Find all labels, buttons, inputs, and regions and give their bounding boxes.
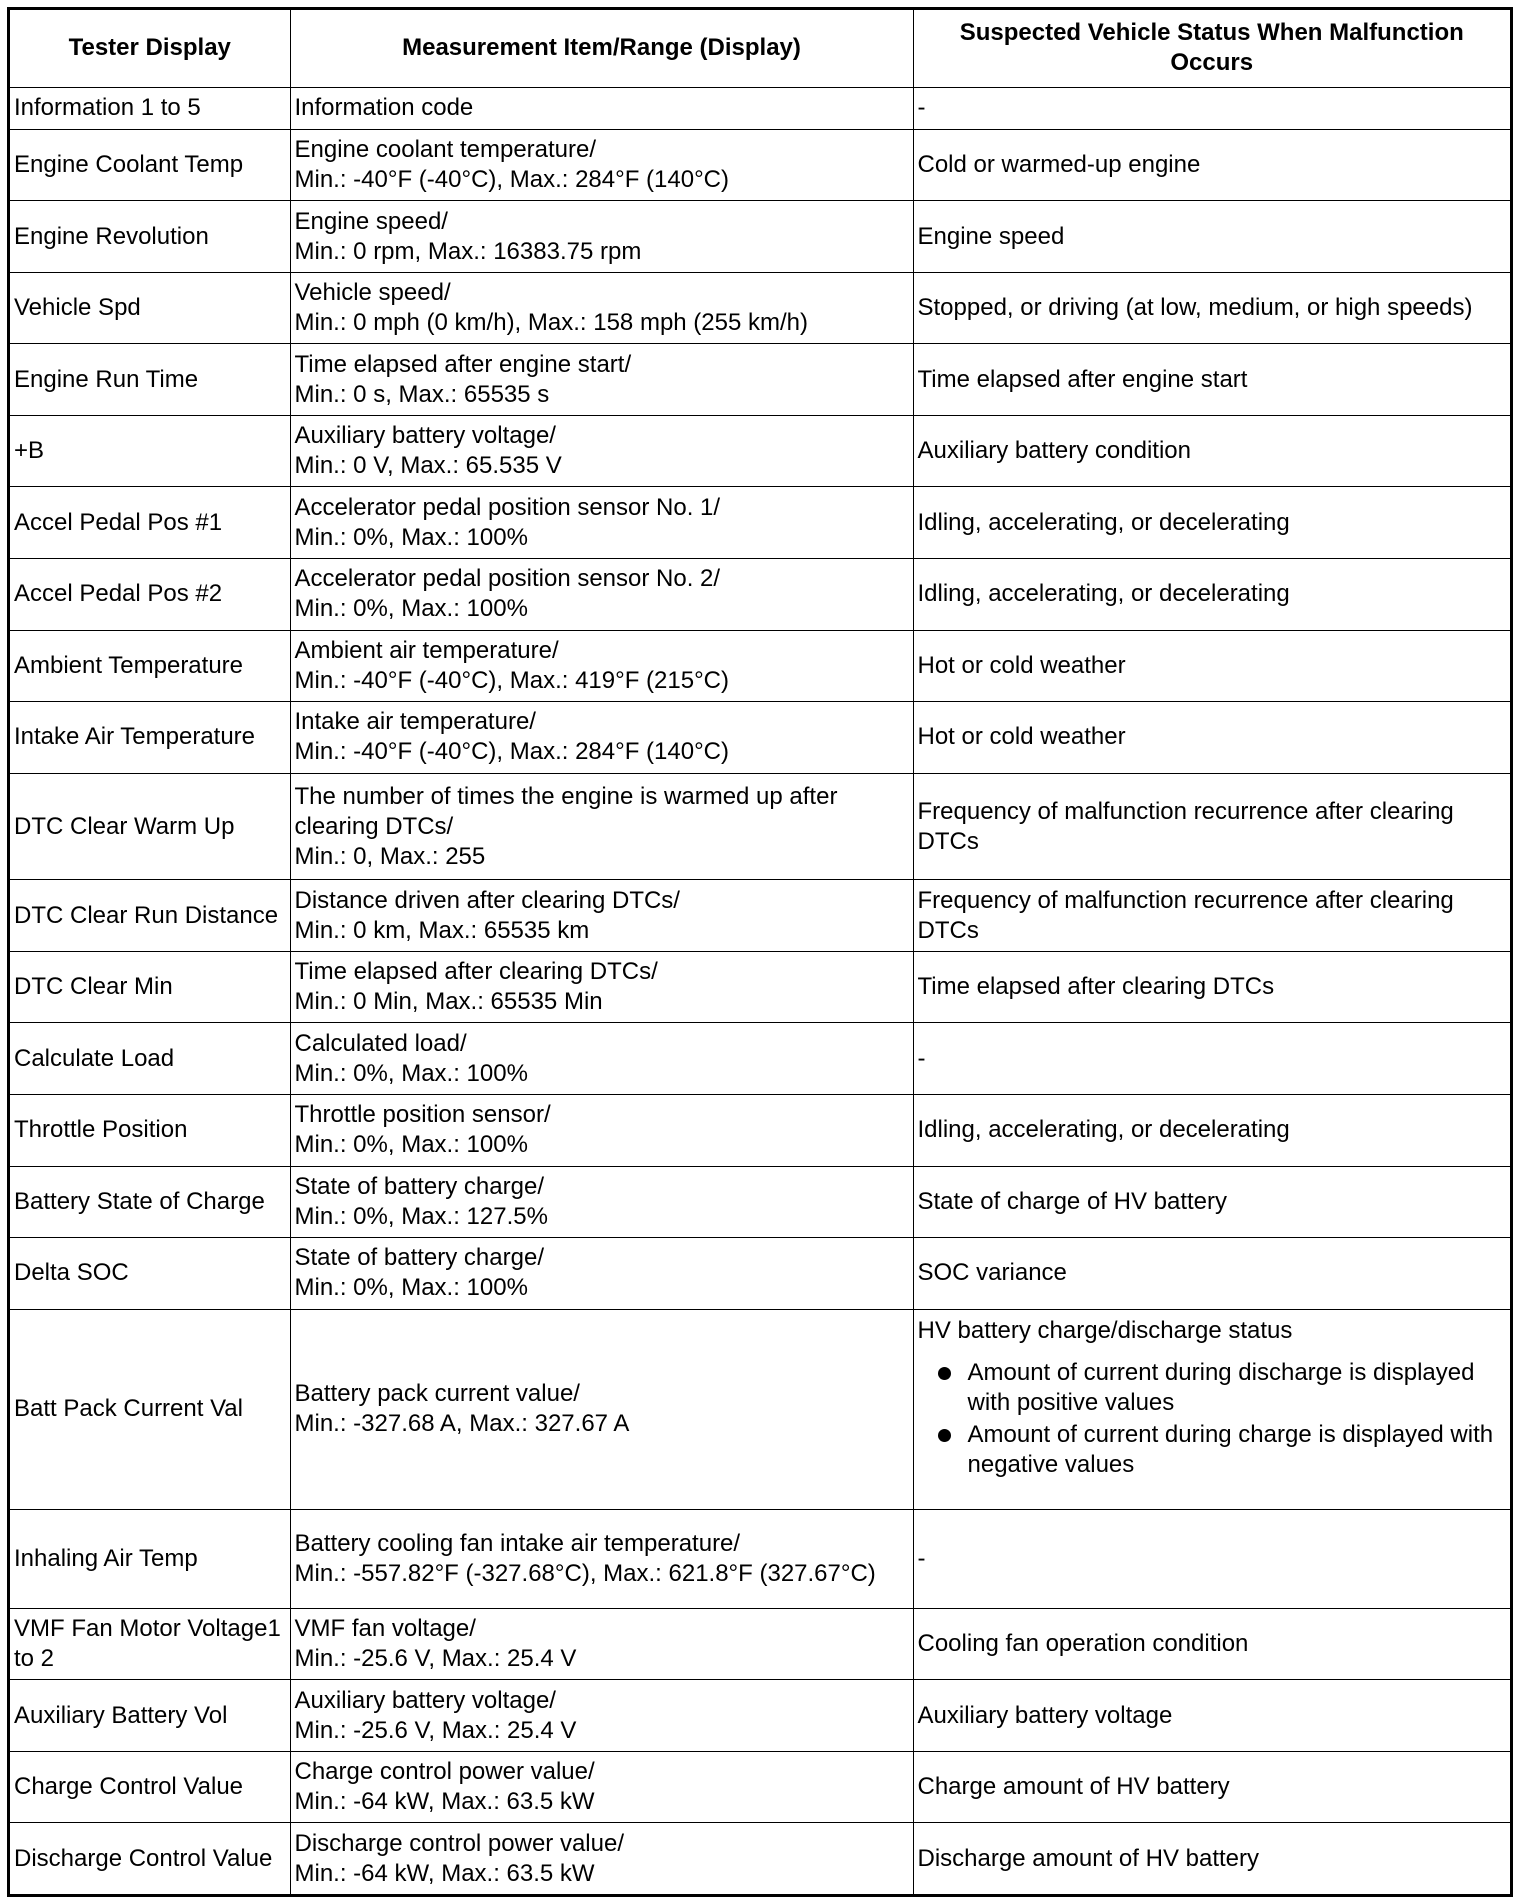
status-line: Idling, accelerating, or decelerating bbox=[917, 580, 1290, 608]
tester-display-cell: Information 1 to 5 bbox=[10, 87, 290, 129]
status-line: Time elapsed after engine start bbox=[917, 365, 1248, 393]
measurement-cell bbox=[290, 344, 913, 416]
measurement-line: Min.: 0%, Max.: 127.5% bbox=[294, 1202, 548, 1230]
measurement-cell bbox=[290, 87, 913, 129]
suspected-status-cell bbox=[913, 1510, 1510, 1609]
status-line: - bbox=[917, 94, 926, 122]
measurement-line: Time elapsed after engine start/ bbox=[294, 350, 632, 378]
suspected-status-cell bbox=[913, 272, 1510, 344]
tester-display-cell: Charge Control Value bbox=[10, 1751, 290, 1823]
tester-display-cell: Engine Revolution bbox=[10, 201, 290, 273]
status-line: Frequency of malfunction recurrence after clearing DTCs bbox=[917, 886, 1454, 944]
status-line: SOC variance bbox=[917, 1259, 1067, 1287]
table-row bbox=[10, 702, 1510, 774]
measurement-line: Min.: 0%, Max.: 100% bbox=[294, 595, 528, 623]
status-line: Idling, accelerating, or decelerating bbox=[917, 508, 1290, 536]
measurement-line: Intake air temperature/ bbox=[294, 708, 536, 736]
measurement-line: Battery pack current value/ bbox=[294, 1380, 580, 1408]
status-line: Engine speed bbox=[917, 222, 1065, 250]
status-bullet-list bbox=[918, 1358, 1507, 1480]
suspected-status-cell bbox=[913, 1680, 1510, 1752]
table-row bbox=[10, 344, 1510, 416]
suspected-status-cell bbox=[913, 129, 1510, 201]
measurement-cell bbox=[290, 129, 913, 201]
status-line: Time elapsed after clearing DTCs bbox=[917, 973, 1275, 1001]
status-line: Charge amount of HV battery bbox=[917, 1773, 1230, 1801]
suspected-status-cell bbox=[913, 1751, 1510, 1823]
tester-display-cell: Inhaling Air Temp bbox=[10, 1510, 290, 1609]
measurement-cell bbox=[290, 773, 913, 880]
tester-display-cell: +B bbox=[10, 415, 290, 487]
suspected-status-cell bbox=[913, 1238, 1510, 1310]
status-line: State of charge of HV battery bbox=[917, 1187, 1228, 1215]
measurement-line: Engine speed/ bbox=[294, 207, 448, 235]
measurement-line: Min.: -64 kW, Max.: 63.5 kW bbox=[294, 1859, 595, 1887]
tester-data-table-frame bbox=[7, 7, 1513, 1897]
measurement-cell bbox=[290, 630, 913, 702]
status-line: Cooling fan operation condition bbox=[917, 1630, 1249, 1658]
tester-display-cell: DTC Clear Run Distance bbox=[10, 880, 290, 952]
header-tester-display: Tester Display bbox=[10, 10, 290, 87]
tester-display-cell: Discharge Control Value bbox=[10, 1823, 290, 1894]
status-line: Frequency of malfunction recurrence after clearing DTCs bbox=[917, 797, 1454, 855]
measurement-line: Min.: 0%, Max.: 100% bbox=[294, 1131, 528, 1159]
status-bullet-item bbox=[918, 1358, 1507, 1418]
measurement-line: Min.: 0 Min, Max.: 65535 Min bbox=[294, 988, 603, 1016]
table-row bbox=[10, 1023, 1510, 1095]
table-row bbox=[10, 272, 1510, 344]
table-row bbox=[10, 1680, 1510, 1752]
measurement-cell bbox=[290, 1751, 913, 1823]
status-line: Idling, accelerating, or decelerating bbox=[917, 1116, 1290, 1144]
measurement-line: Accelerator pedal position sensor No. 1/ bbox=[294, 493, 721, 521]
tester-display-cell: Calculate Load bbox=[10, 1023, 290, 1095]
bullet-dot-icon bbox=[938, 1429, 951, 1442]
table-row bbox=[10, 487, 1510, 559]
header-measurement-item: Measurement Item/Range (Display) bbox=[290, 10, 913, 87]
measurement-cell bbox=[290, 559, 913, 631]
suspected-status-cell bbox=[913, 1608, 1510, 1680]
measurement-line: State of battery charge/ bbox=[294, 1172, 544, 1200]
tester-display-cell: DTC Clear Min bbox=[10, 951, 290, 1023]
suspected-status-cell bbox=[913, 344, 1510, 416]
measurement-line: Throttle position sensor/ bbox=[294, 1101, 551, 1129]
status-line: Stopped, or driving (at low, medium, or high speeds) bbox=[917, 294, 1473, 322]
header-row bbox=[10, 10, 1510, 87]
tester-display-cell: Vehicle Spd bbox=[10, 272, 290, 344]
measurement-cell bbox=[290, 272, 913, 344]
suspected-status-cell bbox=[913, 1166, 1510, 1238]
status-line: Discharge amount of HV battery bbox=[917, 1844, 1259, 1872]
tester-display-cell: Batt Pack Current Val bbox=[10, 1309, 290, 1510]
measurement-line: Min.: -40°F (-40°C), Max.: 284°F (140°C) bbox=[294, 165, 729, 193]
table-row bbox=[10, 1309, 1510, 1510]
measurement-line: Min.: -40°F (-40°C), Max.: 419°F (215°C) bbox=[294, 666, 729, 694]
table-row bbox=[10, 1751, 1510, 1823]
suspected-status-cell bbox=[913, 773, 1510, 880]
tester-display-cell: Accel Pedal Pos #1 bbox=[10, 487, 290, 559]
tester-display-cell: Throttle Position bbox=[10, 1095, 290, 1167]
table-row bbox=[10, 559, 1510, 631]
measurement-line: Distance driven after clearing DTCs/ bbox=[294, 886, 680, 914]
measurement-line: Min.: 0 rpm, Max.: 16383.75 rpm bbox=[294, 237, 642, 265]
measurement-cell bbox=[290, 1023, 913, 1095]
tester-display-cell: Auxiliary Battery Vol bbox=[10, 1680, 290, 1752]
suspected-status-cell bbox=[913, 702, 1510, 774]
table-row bbox=[10, 129, 1510, 201]
suspected-status-cell bbox=[913, 630, 1510, 702]
table-row bbox=[10, 201, 1510, 273]
measurement-cell bbox=[290, 1309, 913, 1510]
measurement-line: Min.: 0%, Max.: 100% bbox=[294, 1059, 528, 1087]
measurement-line: Min.: 0%, Max.: 100% bbox=[294, 523, 528, 551]
measurement-line: Calculated load/ bbox=[294, 1029, 467, 1057]
measurement-line: Auxiliary battery voltage/ bbox=[294, 1686, 556, 1714]
status-line: Cold or warmed-up engine bbox=[917, 150, 1201, 178]
bullet-text: Amount of current during discharge is displayed with positive values bbox=[967, 1358, 1475, 1416]
tester-display-cell: Intake Air Temperature bbox=[10, 702, 290, 774]
measurement-cell bbox=[290, 1510, 913, 1609]
table-row bbox=[10, 87, 1510, 129]
measurement-line: Min.: -40°F (-40°C), Max.: 284°F (140°C) bbox=[294, 738, 729, 766]
measurement-line: Min.: -64 kW, Max.: 63.5 kW bbox=[294, 1788, 595, 1816]
tester-display-cell: DTC Clear Warm Up bbox=[10, 773, 290, 880]
suspected-status-cell bbox=[913, 951, 1510, 1023]
status-line: - bbox=[917, 1545, 926, 1572]
status-line: Hot or cold weather bbox=[917, 723, 1126, 751]
suspected-status-cell bbox=[913, 1023, 1510, 1095]
status-line: Auxiliary battery voltage bbox=[917, 1701, 1173, 1729]
table-row bbox=[10, 1095, 1510, 1167]
measurement-line: State of battery charge/ bbox=[294, 1244, 544, 1272]
status-line: HV battery charge/discharge status bbox=[917, 1316, 1293, 1344]
tester-data-table bbox=[10, 10, 1510, 1894]
measurement-line: Accelerator pedal position sensor No. 2/ bbox=[294, 565, 721, 593]
measurement-cell bbox=[290, 201, 913, 273]
status-bullet-item bbox=[918, 1420, 1507, 1480]
status-line: Hot or cold weather bbox=[917, 651, 1126, 679]
measurement-line: Min.: -327.68 A, Max.: 327.67 A bbox=[294, 1410, 630, 1438]
measurement-cell bbox=[290, 1680, 913, 1752]
suspected-status-cell bbox=[913, 1095, 1510, 1167]
bullet-text: Amount of current during charge is displayed with negative values bbox=[967, 1420, 1494, 1478]
table-row bbox=[10, 630, 1510, 702]
table-row bbox=[10, 1238, 1510, 1310]
measurement-line: Min.: 0%, Max.: 100% bbox=[294, 1274, 528, 1302]
tester-display-cell: Engine Run Time bbox=[10, 344, 290, 416]
suspected-status-cell bbox=[913, 201, 1510, 273]
suspected-status-cell bbox=[913, 415, 1510, 487]
measurement-cell bbox=[290, 415, 913, 487]
table-row bbox=[10, 880, 1510, 952]
suspected-status-cell bbox=[913, 1823, 1510, 1894]
measurement-cell bbox=[290, 1166, 913, 1238]
table-row bbox=[10, 1166, 1510, 1238]
measurement-line: Min.: 0 V, Max.: 65.535 V bbox=[294, 452, 562, 480]
measurement-line: The number of times the engine is warmed up after clearing DTCs/ bbox=[294, 782, 838, 840]
measurement-line: Information code bbox=[294, 94, 474, 122]
measurement-line: Min.: -557.82°F (-327.68°C), Max.: 621.8°F (327.67°C) bbox=[294, 1560, 876, 1587]
measurement-line: Min.: 0 s, Max.: 65535 s bbox=[294, 380, 550, 408]
measurement-line: Vehicle speed/ bbox=[294, 279, 451, 307]
bullet-dot-icon bbox=[938, 1367, 951, 1380]
table-row bbox=[10, 415, 1510, 487]
measurement-line: Discharge control power value/ bbox=[294, 1829, 624, 1857]
measurement-cell bbox=[290, 1608, 913, 1680]
table-body bbox=[10, 87, 1510, 1894]
tester-display-cell: Ambient Temperature bbox=[10, 630, 290, 702]
measurement-cell bbox=[290, 951, 913, 1023]
measurement-line: Auxiliary battery voltage/ bbox=[294, 422, 556, 450]
tester-display-cell: Battery State of Charge bbox=[10, 1166, 290, 1238]
table-row bbox=[10, 1608, 1510, 1680]
tester-display-cell: VMF Fan Motor Voltage1 to 2 bbox=[10, 1608, 290, 1680]
measurement-line: Battery cooling fan intake air temperature/ bbox=[294, 1530, 741, 1557]
measurement-line: Min.: 0, Max.: 255 bbox=[294, 842, 486, 870]
measurement-line: Min.: 0 km, Max.: 65535 km bbox=[294, 916, 590, 944]
measurement-cell bbox=[290, 1095, 913, 1167]
suspected-status-cell bbox=[913, 880, 1510, 952]
measurement-line: Charge control power value/ bbox=[294, 1758, 595, 1786]
suspected-status-cell bbox=[913, 1309, 1510, 1510]
measurement-cell bbox=[290, 1823, 913, 1894]
measurement-cell bbox=[290, 1238, 913, 1310]
measurement-line: Ambient air temperature/ bbox=[294, 636, 559, 664]
table-row bbox=[10, 1823, 1510, 1894]
tester-display-cell: Delta SOC bbox=[10, 1238, 290, 1310]
tester-display-cell: Accel Pedal Pos #2 bbox=[10, 559, 290, 631]
table-row bbox=[10, 951, 1510, 1023]
measurement-cell bbox=[290, 880, 913, 952]
suspected-status-cell bbox=[913, 87, 1510, 129]
status-line: Auxiliary battery condition bbox=[917, 437, 1191, 465]
measurement-cell bbox=[290, 487, 913, 559]
measurement-line: Min.: 0 mph (0 km/h), Max.: 158 mph (255 km/h) bbox=[294, 309, 809, 337]
table-row bbox=[10, 773, 1510, 880]
measurement-line: Time elapsed after clearing DTCs/ bbox=[294, 958, 658, 986]
suspected-status-cell bbox=[913, 559, 1510, 631]
measurement-cell bbox=[290, 702, 913, 774]
measurement-line: Min.: -25.6 V, Max.: 25.4 V bbox=[294, 1645, 577, 1673]
status-line: - bbox=[917, 1044, 926, 1072]
suspected-status-cell bbox=[913, 487, 1510, 559]
measurement-line: Min.: -25.6 V, Max.: 25.4 V bbox=[294, 1716, 577, 1744]
header-suspected-status: Suspected Vehicle Status When Malfunction Occurs bbox=[913, 10, 1510, 87]
measurement-line: VMF fan voltage/ bbox=[294, 1615, 476, 1643]
tester-display-cell: Engine Coolant Temp bbox=[10, 129, 290, 201]
measurement-line: Engine coolant temperature/ bbox=[294, 135, 597, 163]
table-row bbox=[10, 1510, 1510, 1609]
